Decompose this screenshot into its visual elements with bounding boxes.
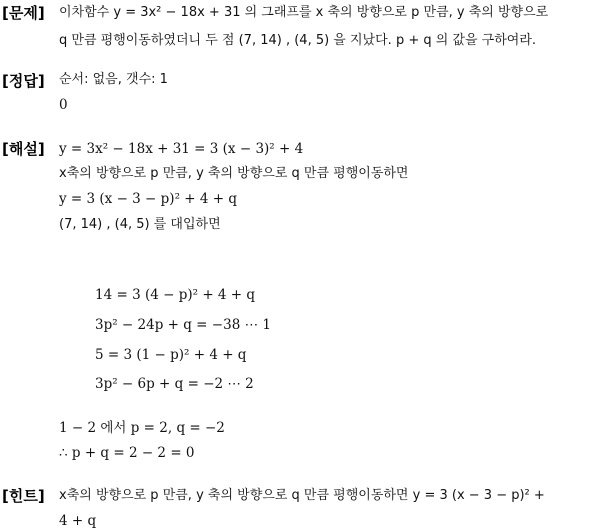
solution-eq-4: 3p² − 6p + q = −2 ⋯ 2 xyxy=(95,376,254,392)
solution-line-2: x축의 방향으로 p 만큼, y 축의 방향으로 q 만큼 평행이동하면 xyxy=(59,166,409,181)
hint-line-2: 4 + q xyxy=(59,513,97,529)
problem-line-1: 이차함수 y = 3x² − 18x + 31 의 그래프를 x 축의 방향으로 p 만큼, y 축의 방향으로 xyxy=(59,5,549,20)
solution-line-3: y = 3 (x − 3 − p)² + 4 + q xyxy=(59,191,237,207)
solution-line-1: y = 3x² − 18x + 31 = 3 (x − 3)² + 4 xyxy=(59,141,304,157)
solution-line-5: 1 − 2 에서 p = 2, q = −2 xyxy=(59,420,225,436)
solution-tag: [해설] xyxy=(2,140,45,158)
solution-eq-1: 14 = 3 (4 − p)² + 4 + q xyxy=(95,287,256,303)
problem-tag: [문제] xyxy=(2,4,45,22)
hint-line-1: x축의 방향으로 p 만큼, y 축의 방향으로 q 만큼 평행이동하면 y = 3 (x − 3 − p)² + xyxy=(59,488,545,503)
answer-value: 0 xyxy=(59,97,68,113)
answer-line-1: 순서: 없음, 갯수: 1 xyxy=(59,72,168,87)
answer-tag: [정답] xyxy=(2,72,45,90)
solution-line-4: (7, 14) , (4, 5) 를 대입하면 xyxy=(59,217,221,232)
problem-line-2: q 만큼 평행이동하였더니 두 점 (7, 14) , (4, 5) 을 지났다. p + q 의 값을 구하여라. xyxy=(59,33,537,48)
hint-tag: [힌트] xyxy=(2,487,45,505)
solution-eq-3: 5 = 3 (1 − p)² + 4 + q xyxy=(95,347,247,363)
solution-eq-2: 3p² − 24p + q = −38 ⋯ 1 xyxy=(95,317,271,333)
solution-line-6: ∴ p + q = 2 − 2 = 0 xyxy=(59,445,195,461)
